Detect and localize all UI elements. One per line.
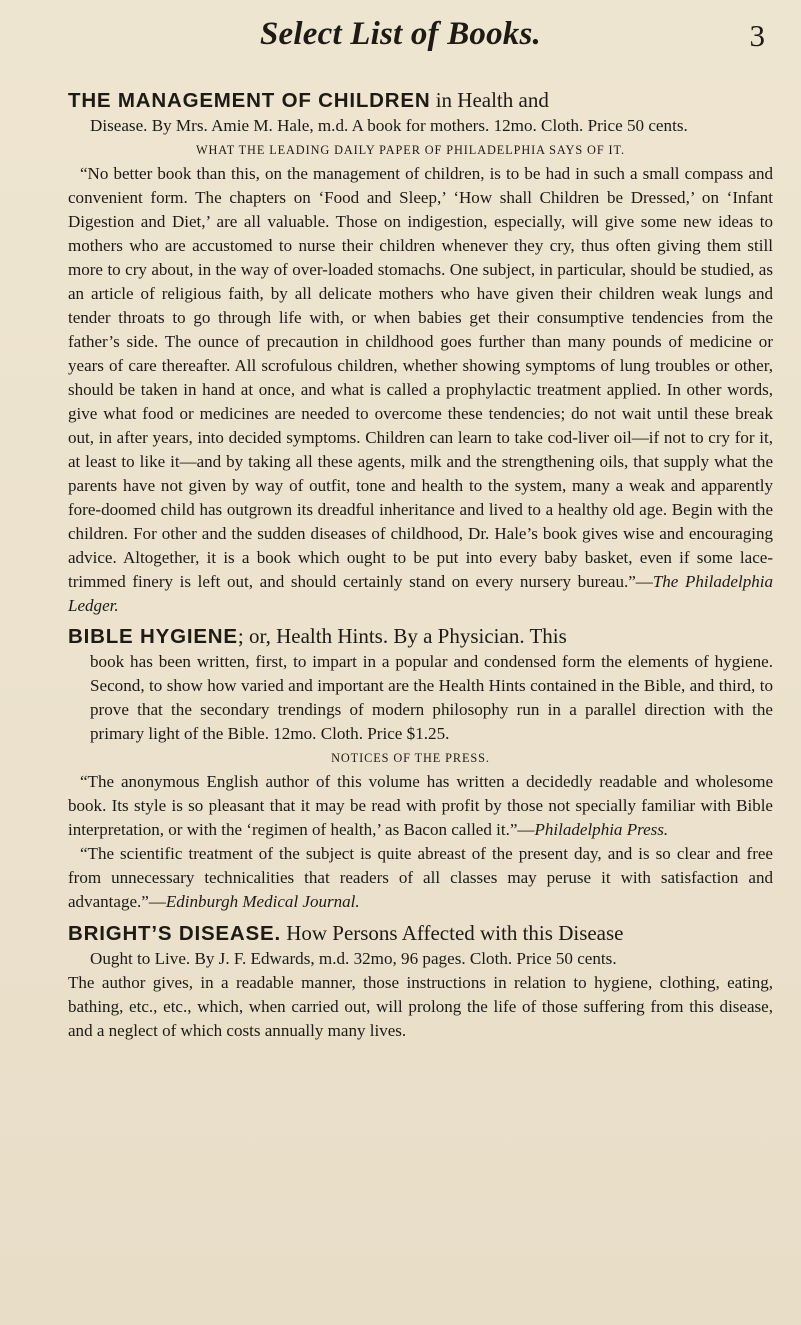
entry-bibliographic: Ought to Live. By J. F. Edwards, m.d. 32mo, 96 pages. Cloth. Price 50 cents. (90, 949, 617, 968)
entry-title-rest: in Health and (430, 88, 549, 112)
book-list (68, 88, 773, 1043)
review-source: Philadelphia Press. (534, 820, 669, 839)
review-quote (68, 842, 773, 914)
notice-heading: NOTICES OF THE PRESS. (331, 751, 490, 765)
entry-title-rest: ; or, Health Hints. By a Physician. This (237, 624, 567, 648)
entry-title (68, 921, 773, 947)
book-entry-brights-disease (68, 921, 773, 1043)
entry-title (68, 624, 773, 650)
page-number: 3 (749, 18, 765, 53)
review-quote-text: “The scientific treatment of the subject is quite abreast of the present day, and is so clear and free from unnecessary technicalities that readers of all classes may peruse it with satisfaction and advantage.”— (68, 844, 773, 911)
review-source: The Philadelphia Ledger. (68, 572, 773, 615)
entry-title-caps: BRIGHT’S DISEASE. (68, 922, 281, 945)
book-entry-management-of-children (68, 88, 773, 618)
entry-title-rest: How Persons Affected with this Disease (280, 921, 624, 945)
entry-title-caps: BIBLE HYGIENE (68, 625, 238, 648)
entry-title (68, 88, 773, 114)
review-quote (68, 162, 773, 618)
running-head (0, 10, 801, 70)
entry-description: The author gives, in a readable manner, those instructions in relation to hygiene, clothing, eating, bathing, etc., etc., which, when carried out, will prolong the life of those suffering from this disease, and a neglect of which costs annually many lives. (68, 973, 773, 1040)
review-source: Edinburgh Medical Journal. (165, 892, 360, 911)
running-title: Select List of Books. (259, 16, 541, 52)
review-quote (68, 770, 773, 842)
entry-bibliographic: Disease. By Mrs. Amie M. Hale, m.d. A book for mothers. 12mo. Cloth. Price 50 cents. (90, 116, 688, 135)
review-quote-text: “No better book than this, on the management of children, is to be had in such a small compass and convenient form. The chapters on ‘Food and Sleep,’ ‘How shall Children be Dressed,’ on ‘Infant Digestion and Diet,’ are all valuable. Those on indigestion, especially, will give some new ideas to mothers who are accustomed to nurse their children whenever they cry, thus often giving them still more to cry about, in the way of over-loaded stomachs. One subject, in particular, should be studied, as an article of religious faith, by all delicate mothers who have given their children weak lungs and tender throats to go through life with, or when babies get their consumptive tendencies from the father’s side. The ounce of precaution in childhood goes further than many pounds of medicine or years of care thereafter. All scrofulous children, whether showing symptoms of lung troubles or other, should be taken in hand at once, and what is called a prophylactic treatment applied. In other words, give what food or medicines are needed to overcome these tendencies; do not wait until these break out, in after years, into decided symptoms. Children can learn to take cod-liver oil—if not to cry for it, at least to like it—and by taking all these agents, milk and the strengthening oils, that supply what the parents have not given by way of outfit, tone and health to the system, many a weak and apparently fore-doomed child has outgrown its dreadful inheritance and lived to a healthy old age. Begin with the children. For other and the sudden diseases of childhood, Dr. Hale’s book gives wise and encouraging advice. Altogether, it is a book which ought to be put into every baby basket, even if some lace-trimmed finery is left out, and should certainly stand on every nursery bureau.”— (68, 164, 773, 591)
review-quote-text: “The anonymous English author of this volume has written a decidedly readable and wholesome book. Its style is so pleasant that it may be read with profit by those not specially familiar with Bible interpretation, or with the ‘regimen of health,’ as Bacon called it.”— (68, 772, 773, 839)
entry-bibliographic: book has been written, first, to impart in a popular and condensed form the elements of hygiene. Second, to show how varied and important are the Health Hints contained in the Bible, and third, to prove that the secondary trendings of modern philosophy run in a parallel direction with the primary light of the Bible. 12mo. Cloth. Price $1.25. (90, 652, 773, 743)
notice-heading: WHAT THE LEADING DAILY PAPER OF PHILADELPHIA SAYS OF IT. (195, 143, 626, 157)
book-entry-bible-hygiene (68, 624, 773, 914)
entry-title-caps: THE MANAGEMENT OF CHILDREN (68, 89, 431, 112)
